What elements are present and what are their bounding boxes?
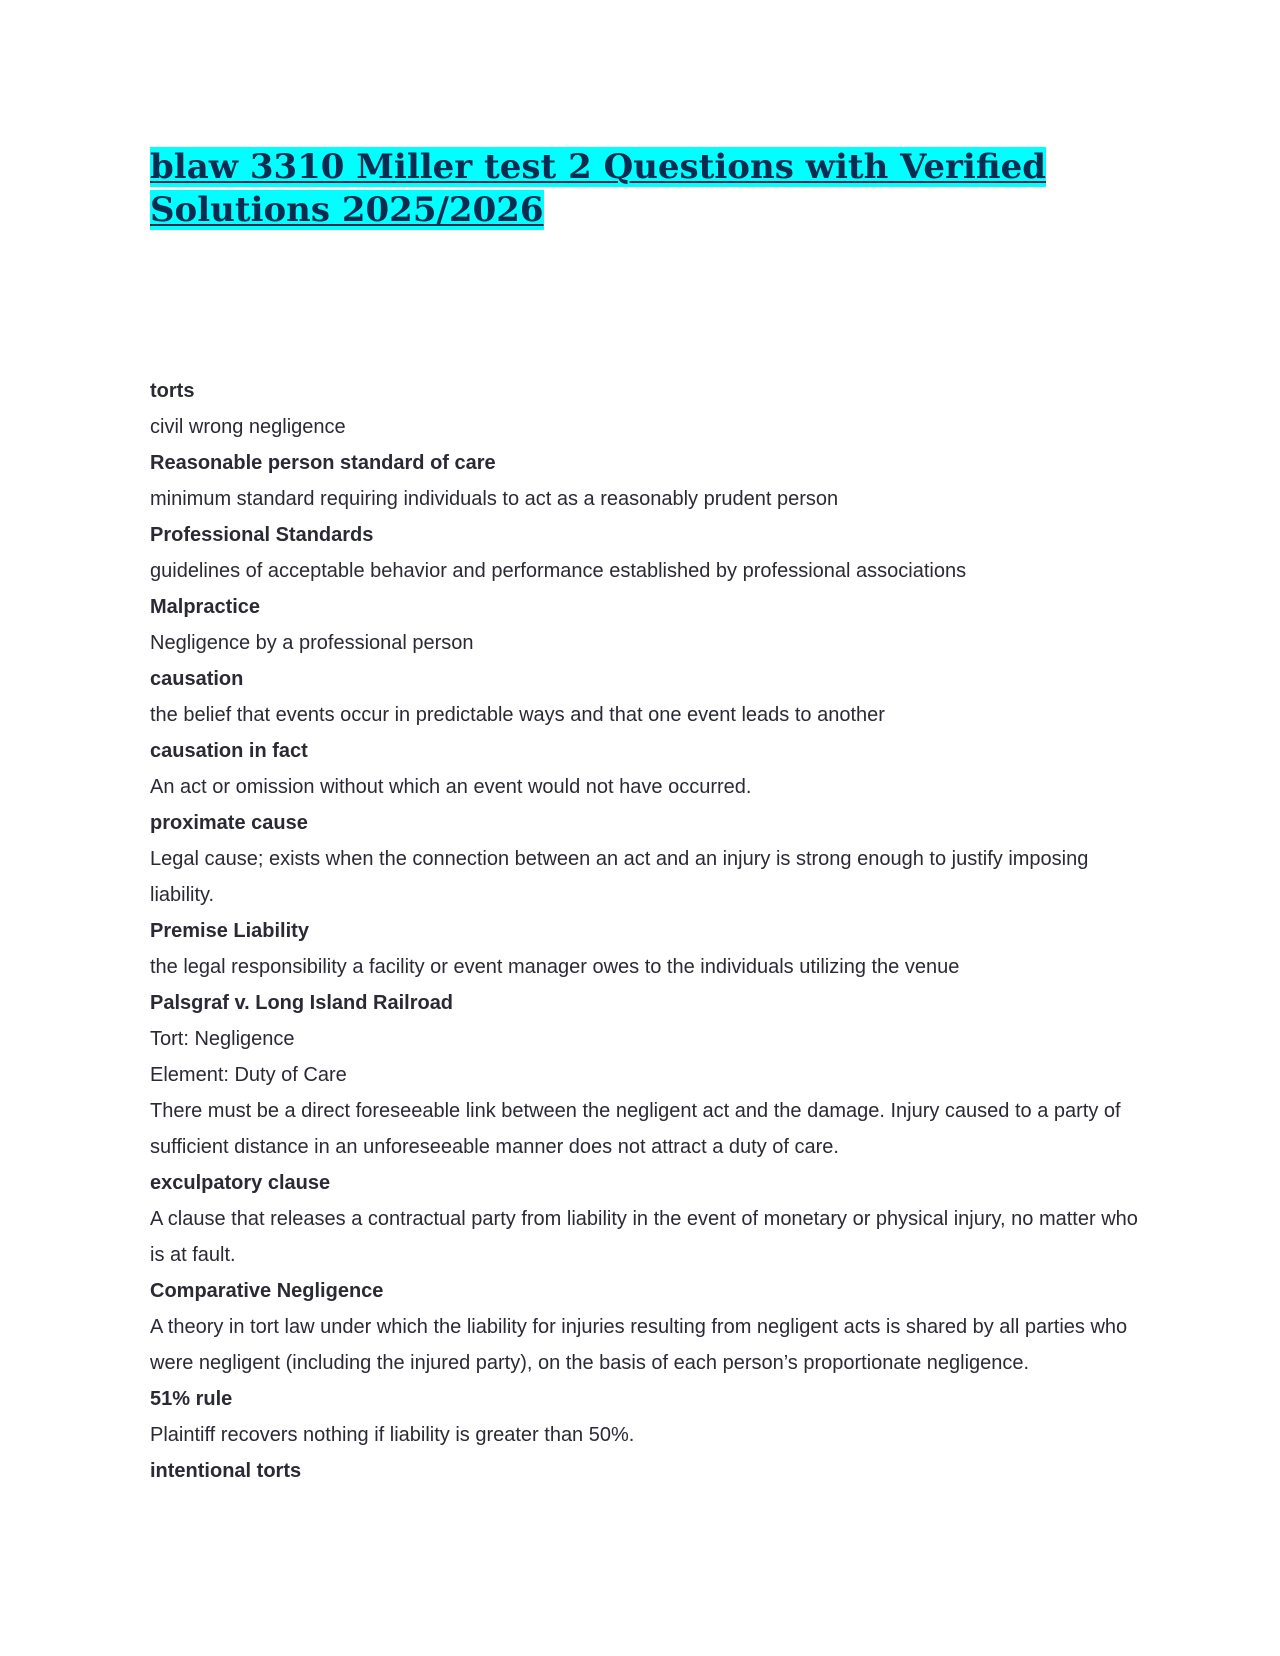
glossary-list (150, 373, 1140, 1489)
entry-term: torts (150, 380, 195, 402)
entry-term: exculpatory clause (150, 1172, 331, 1194)
entry-definition: Plaintiff recovers nothing if liability is greater than 50%. (150, 1424, 635, 1446)
entry-term: Malpractice (150, 596, 261, 618)
entry-term: Palsgraf v. Long Island Railroad (150, 992, 454, 1014)
entry-definition: the belief that events occur in predictable ways and that one event leads to another (150, 704, 885, 726)
entry-definition: Legal cause; exists when the connection between an act and an injury is strong enough to justify imposing liability. (150, 848, 1089, 906)
entry-term: Comparative Negligence (150, 1280, 384, 1302)
entry-term: Professional Standards (150, 524, 374, 546)
document-title (150, 146, 1130, 232)
entry-term: intentional torts (150, 1460, 302, 1482)
entry-term: proximate cause (150, 812, 308, 834)
entry-term: 51% rule (150, 1388, 233, 1410)
entry-definition: Negligence by a professional person (150, 632, 474, 654)
entry-term: Premise Liability (150, 920, 309, 942)
document-title-text: blaw 3310 Miller test 2 Questions with Verified Solutions 2025/2026 (150, 147, 1046, 230)
entry-definition: civil wrong negligence (150, 416, 346, 438)
entry-definition: A theory in tort law under which the liability for injuries resulting from negligent acts is shared by all parties who were negligent (including the injured party), on the basis of each person’s proportionate negligence. (150, 1316, 1128, 1374)
entry-term: causation in fact (150, 740, 308, 762)
entry-definition: the legal responsibility a facility or event manager owes to the individuals utilizing the venue (150, 956, 960, 978)
entry-definition: guidelines of acceptable behavior and performance established by professional associations (150, 560, 967, 582)
entry-definition: There must be a direct foreseeable link between the negligent act and the damage. Injury caused to a party of sufficient distance in an unforeseeable manner does not attract a duty of care. (150, 1100, 1121, 1158)
entry-definition: A clause that releases a contractual party from liability in the event of monetary or physical injury, no matter who is at fault. (150, 1208, 1138, 1266)
entry-term: causation (150, 668, 244, 690)
entry-definition: Element: Duty of Care (150, 1064, 347, 1086)
entry-definition: minimum standard requiring individuals to act as a reasonably prudent person (150, 488, 839, 510)
entry-definition: An act or omission without which an event would not have occurred. (150, 776, 752, 798)
entry-term: Reasonable person standard of care (150, 452, 496, 474)
entry-definition: Tort: Negligence (150, 1028, 295, 1050)
